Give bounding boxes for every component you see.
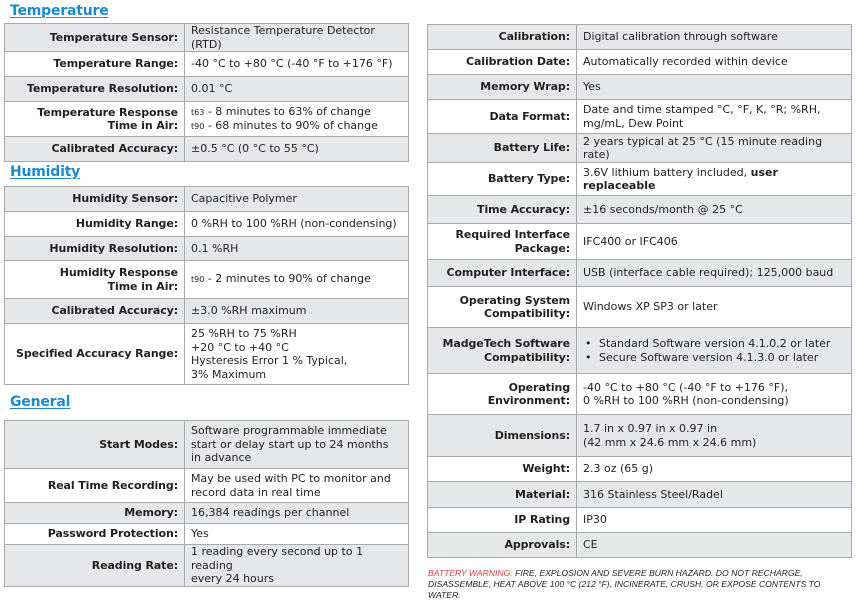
spec-value: USB (interface cable required); 125,000 baud [577,260,852,287]
spec-row-dimensions [428,415,852,457]
spec-row-weight [428,457,852,482]
spec-label: Operating Environment: [428,374,577,415]
general-spec-table [4,420,409,587]
spec-label: Time Accuracy: [428,196,577,224]
spec-row-real-time-recording [5,469,409,503]
bullet-item: • Secure Software version 4.1.3.0 or later [583,351,818,364]
value-line: -40 °C to +80 °C (-40 °F to +176 °F), [583,380,789,394]
spec-label: Temperature Resolution: [5,77,185,102]
temperature-heading: Temperature [10,3,109,19]
battery-warning [428,568,848,601]
temperature-spec-table [4,23,409,162]
spec-label: Data Format: [428,100,577,134]
spec-value: -40 °C to +80 °C (-40 °F to +176 °F) [185,52,409,77]
spec-row-memory [5,503,409,524]
spec-value: ±16 seconds/month @ 25 °C [577,196,852,224]
spec-value [185,324,409,385]
spec-row-calibration [428,25,852,50]
label-line: Time in Air: [107,119,178,132]
spec-row-humidity-range [5,212,409,237]
spec-value [577,374,852,415]
general-heading: General [10,394,71,410]
spec-label: Approvals: [428,533,577,558]
spec-value: ±3.0 %RH maximum [185,299,409,324]
spec-value: 2.3 oz (65 g) [577,457,852,482]
t63-subscript: t63 [191,107,205,117]
spec-row-software-compatibility [428,328,852,374]
value-line: 25 %RH to 75 %RH [191,327,297,340]
label-line: Time in Air: [107,279,178,293]
other-spec-table [427,24,852,558]
spec-label [5,102,185,137]
value-line: record data in real time [191,485,321,499]
spec-row-os-compatibility [428,287,852,328]
spec-label: Password Protection: [5,524,185,545]
label-line: Package: [514,241,570,255]
spec-label: Calibrated Accuracy: [5,299,185,324]
spec-row-interface-package [428,224,852,260]
spec-label: Material: [428,482,577,508]
label-line: Required Interface [455,228,570,241]
battery-warning-label: BATTERY WARNING: [428,568,513,578]
label-line: Temperature Response [37,105,178,119]
value-line: 1 reading every second up to 1 reading [191,545,364,572]
spec-label: Calibration: [428,25,577,50]
battery-warning-text: FIRE, EXPLOSION AND SEVERE BURN HAZARD. DO NOT RECHARGE, DISASSEMBLE, HEAT ABOVE 100 °C (212 °F), INCINERATE, CRUSH, OR EXPOSE CONTENTS TO WATER. [428,568,821,600]
label-line: MadgeTech Software [442,337,570,350]
value-line: mg/mL, Dew Point [583,116,684,130]
spec-value: Windows XP SP3 or later [577,287,852,328]
spec-label: IP Rating [428,508,577,533]
spec-value: ±0.5 °C (0 °C to 55 °C) [185,137,409,162]
spec-row-material [428,482,852,508]
spec-label: Battery Type: [428,163,577,196]
t90-subscript: t90 [191,122,205,131]
spec-label: Memory: [5,503,185,524]
spec-row-temperature-range [5,52,409,77]
spec-value: Automatically recorded within device [577,50,852,75]
spec-value [185,469,409,503]
t90-subscript: t90 [191,275,205,285]
spec-label: Memory Wrap: [428,75,577,100]
humidity-heading: Humidity [10,164,81,180]
value-line: - 8 minutes to 63% of change [204,104,371,118]
value-line: Hysteresis Error 1 % Typical, [191,354,348,367]
spec-row-reading-rate [5,545,409,587]
spec-value: 2 years typical at 25 °C (15 minute reading rate) [577,134,852,163]
value-line: every 24 hours [191,572,274,585]
spec-label: Humidity Range: [5,212,185,237]
spec-label: Battery Life: [428,134,577,163]
spec-value [577,328,852,374]
value-emphasis: user replaceable [583,165,778,192]
spec-value [185,102,409,137]
spec-value: Yes [185,524,409,545]
spec-row-computer-interface [428,260,852,287]
spec-value: 0 %RH to 100 %RH (non-condensing) [185,212,409,237]
spec-row-temperature-resolution [5,77,409,102]
spec-row-temperature-accuracy [5,137,409,162]
spec-label: Weight: [428,457,577,482]
spec-row-humidity-accuracy-range [5,324,409,385]
spec-label [428,224,577,260]
spec-row-temperature-sensor [5,24,409,52]
spec-value: IP30 [577,508,852,533]
label-line: Compatibility: [483,350,570,364]
spec-row-password-protection [5,524,409,545]
value-line: start or delay start up to 24 months [191,437,389,451]
spec-value [577,415,852,457]
spec-row-temperature-response [5,102,409,137]
value-line: 1.7 in x 0.97 in x 0.97 in [583,422,718,435]
spec-row-humidity-accuracy [5,299,409,324]
spec-row-approvals [428,533,852,558]
spec-label: Dimensions: [428,415,577,457]
spec-label [5,261,185,299]
value-text: 3.6V lithium battery included, [583,165,751,179]
spec-value: Digital calibration through software [577,25,852,50]
spec-value: 16,384 readings per channel [185,503,409,524]
label-line: Humidity Response [59,266,178,279]
spec-row-calibration-date [428,50,852,75]
value-line: Date and time stamped °C, °F, K, °R; %RH, [583,103,821,116]
bullet-item: • Standard Software version 4.1.0.2 or later [583,337,830,350]
spec-row-data-format [428,100,852,134]
value-line: in advance [191,451,252,465]
value-line: - 2 minutes to 90% of change [204,272,371,286]
spec-value: 0.01 °C [185,77,409,102]
spec-value: 0.1 %RH [185,237,409,261]
spec-row-humidity-sensor [5,187,409,212]
value-line: +20 °C to +40 °C [191,340,289,354]
spec-label: Temperature Sensor: [5,24,185,52]
spec-label [428,287,577,328]
spec-value: CE [577,533,852,558]
spec-row-start-modes [5,421,409,469]
spec-row-battery-type [428,163,852,196]
value-line: - 68 minutes to 90% of change [204,119,378,132]
spec-value [577,163,852,196]
spec-row-ip-rating [428,508,852,533]
spec-row-time-accuracy [428,196,852,224]
spec-label: Temperature Range: [5,52,185,77]
value-line: 0 %RH to 100 %RH (non-condensing) [583,394,789,407]
spec-label: Real Time Recording: [5,469,185,503]
spec-row-operating-environment [428,374,852,415]
label-line: Operating System [459,293,570,307]
spec-value [185,545,409,587]
spec-value: Resistance Temperature Detector (RTD) [185,24,409,52]
spec-row-humidity-response [5,261,409,299]
spec-value: Capacitive Polymer [185,187,409,212]
label-line: Compatibility: [483,307,570,320]
spec-label: Start Modes: [5,421,185,469]
spec-value: 316 Stainless Steel/Radel [577,482,852,508]
value-line: Software programmable immediate [191,424,387,438]
value-line: (42 mm x 24.6 mm x 24.6 mm) [583,435,757,449]
spec-value [185,421,409,469]
spec-label: Calibration Date: [428,50,577,75]
spec-row-humidity-resolution [5,237,409,261]
spec-value: IFC400 or IFC406 [577,224,852,260]
value-line: May be used with PC to monitor and [191,472,391,485]
spec-label: Humidity Sensor: [5,187,185,212]
spec-value [185,261,409,299]
spec-label: Humidity Resolution: [5,237,185,261]
spec-value [577,100,852,134]
spec-label: Specified Accuracy Range: [5,324,185,385]
spec-label: Reading Rate: [5,545,185,587]
spec-label [428,328,577,374]
value-line: 3% Maximum [191,367,267,381]
spec-label: Computer Interface: [428,260,577,287]
spec-row-memory-wrap [428,75,852,100]
spec-row-battery-life [428,134,852,163]
humidity-spec-table [4,186,409,385]
spec-label: Calibrated Accuracy: [5,137,185,162]
spec-value: Yes [577,75,852,100]
